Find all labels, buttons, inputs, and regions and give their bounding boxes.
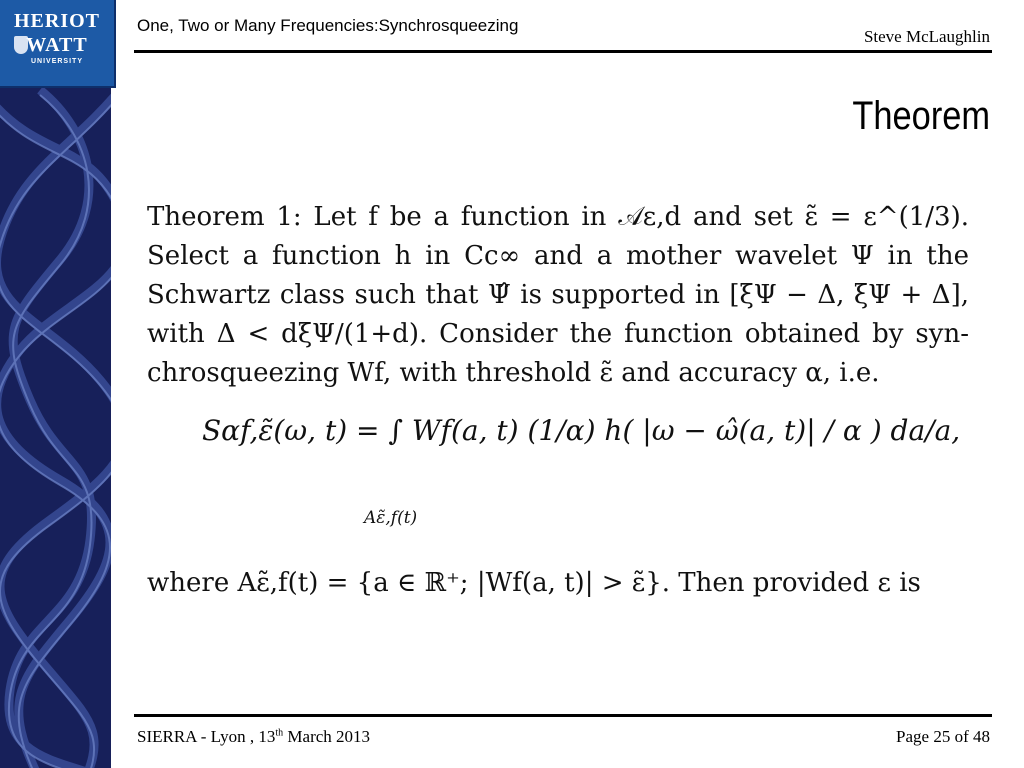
footer-rule (134, 714, 992, 717)
footer-event-sup: th (275, 727, 284, 739)
slide-title: Theorem (852, 94, 990, 138)
footer-event-text: SIERRA - Lyon , 13 (137, 727, 276, 746)
theorem-image (147, 196, 969, 616)
theorem-where-line: where Aε̃,f(t) = {a ∈ ℝ⁺; |Wf(a, t)| > ε̃}. Then provided ε is (147, 568, 921, 598)
theorem-line-3: Schwartz class such that Ψ̂ is supported in [ξΨ − Δ, ξΨ + Δ], (147, 280, 969, 310)
braid-pattern (0, 0, 111, 768)
logo-line2: WATT (26, 34, 88, 56)
logo-line3: UNIVERSITY (30, 58, 83, 65)
logo-line1: HERIOT (13, 10, 101, 32)
theorem-line-5: chrosqueezing Wf, with threshold ε̃ and accuracy α, i.e. (147, 358, 880, 388)
footer-event (137, 727, 370, 747)
theorem-line-1: Theorem 1: Let f be a function in 𝒜ε,d and set ε̃ = ε^(1/3). (147, 202, 969, 232)
header-rule (134, 50, 992, 53)
header-title: One, Two or Many Frequencies:Synchrosqueezing (137, 16, 519, 35)
page-number: Page 25 of 48 (896, 727, 990, 746)
footer-event-date: March 2013 (283, 727, 371, 746)
theorem-line-2: Select a function h in Cc∞ and a mother wavelet Ψ in the (147, 241, 969, 271)
university-logo (0, 0, 116, 88)
theorem-formula: Sαf,ε̃(ω, t) = ∫ Wf(a, t) (1/α) h( |ω − ω̂(a, t)| / α ) da/a, (202, 414, 961, 447)
author-name: Steve McLaughlin (863, 27, 990, 46)
theorem-line-4: with Δ < dξΨ/(1+d). Consider the function obtained by syn- (147, 319, 969, 349)
sidebar-decoration (0, 0, 111, 768)
integral-subscript: Aε̃,f(t) (364, 508, 418, 528)
